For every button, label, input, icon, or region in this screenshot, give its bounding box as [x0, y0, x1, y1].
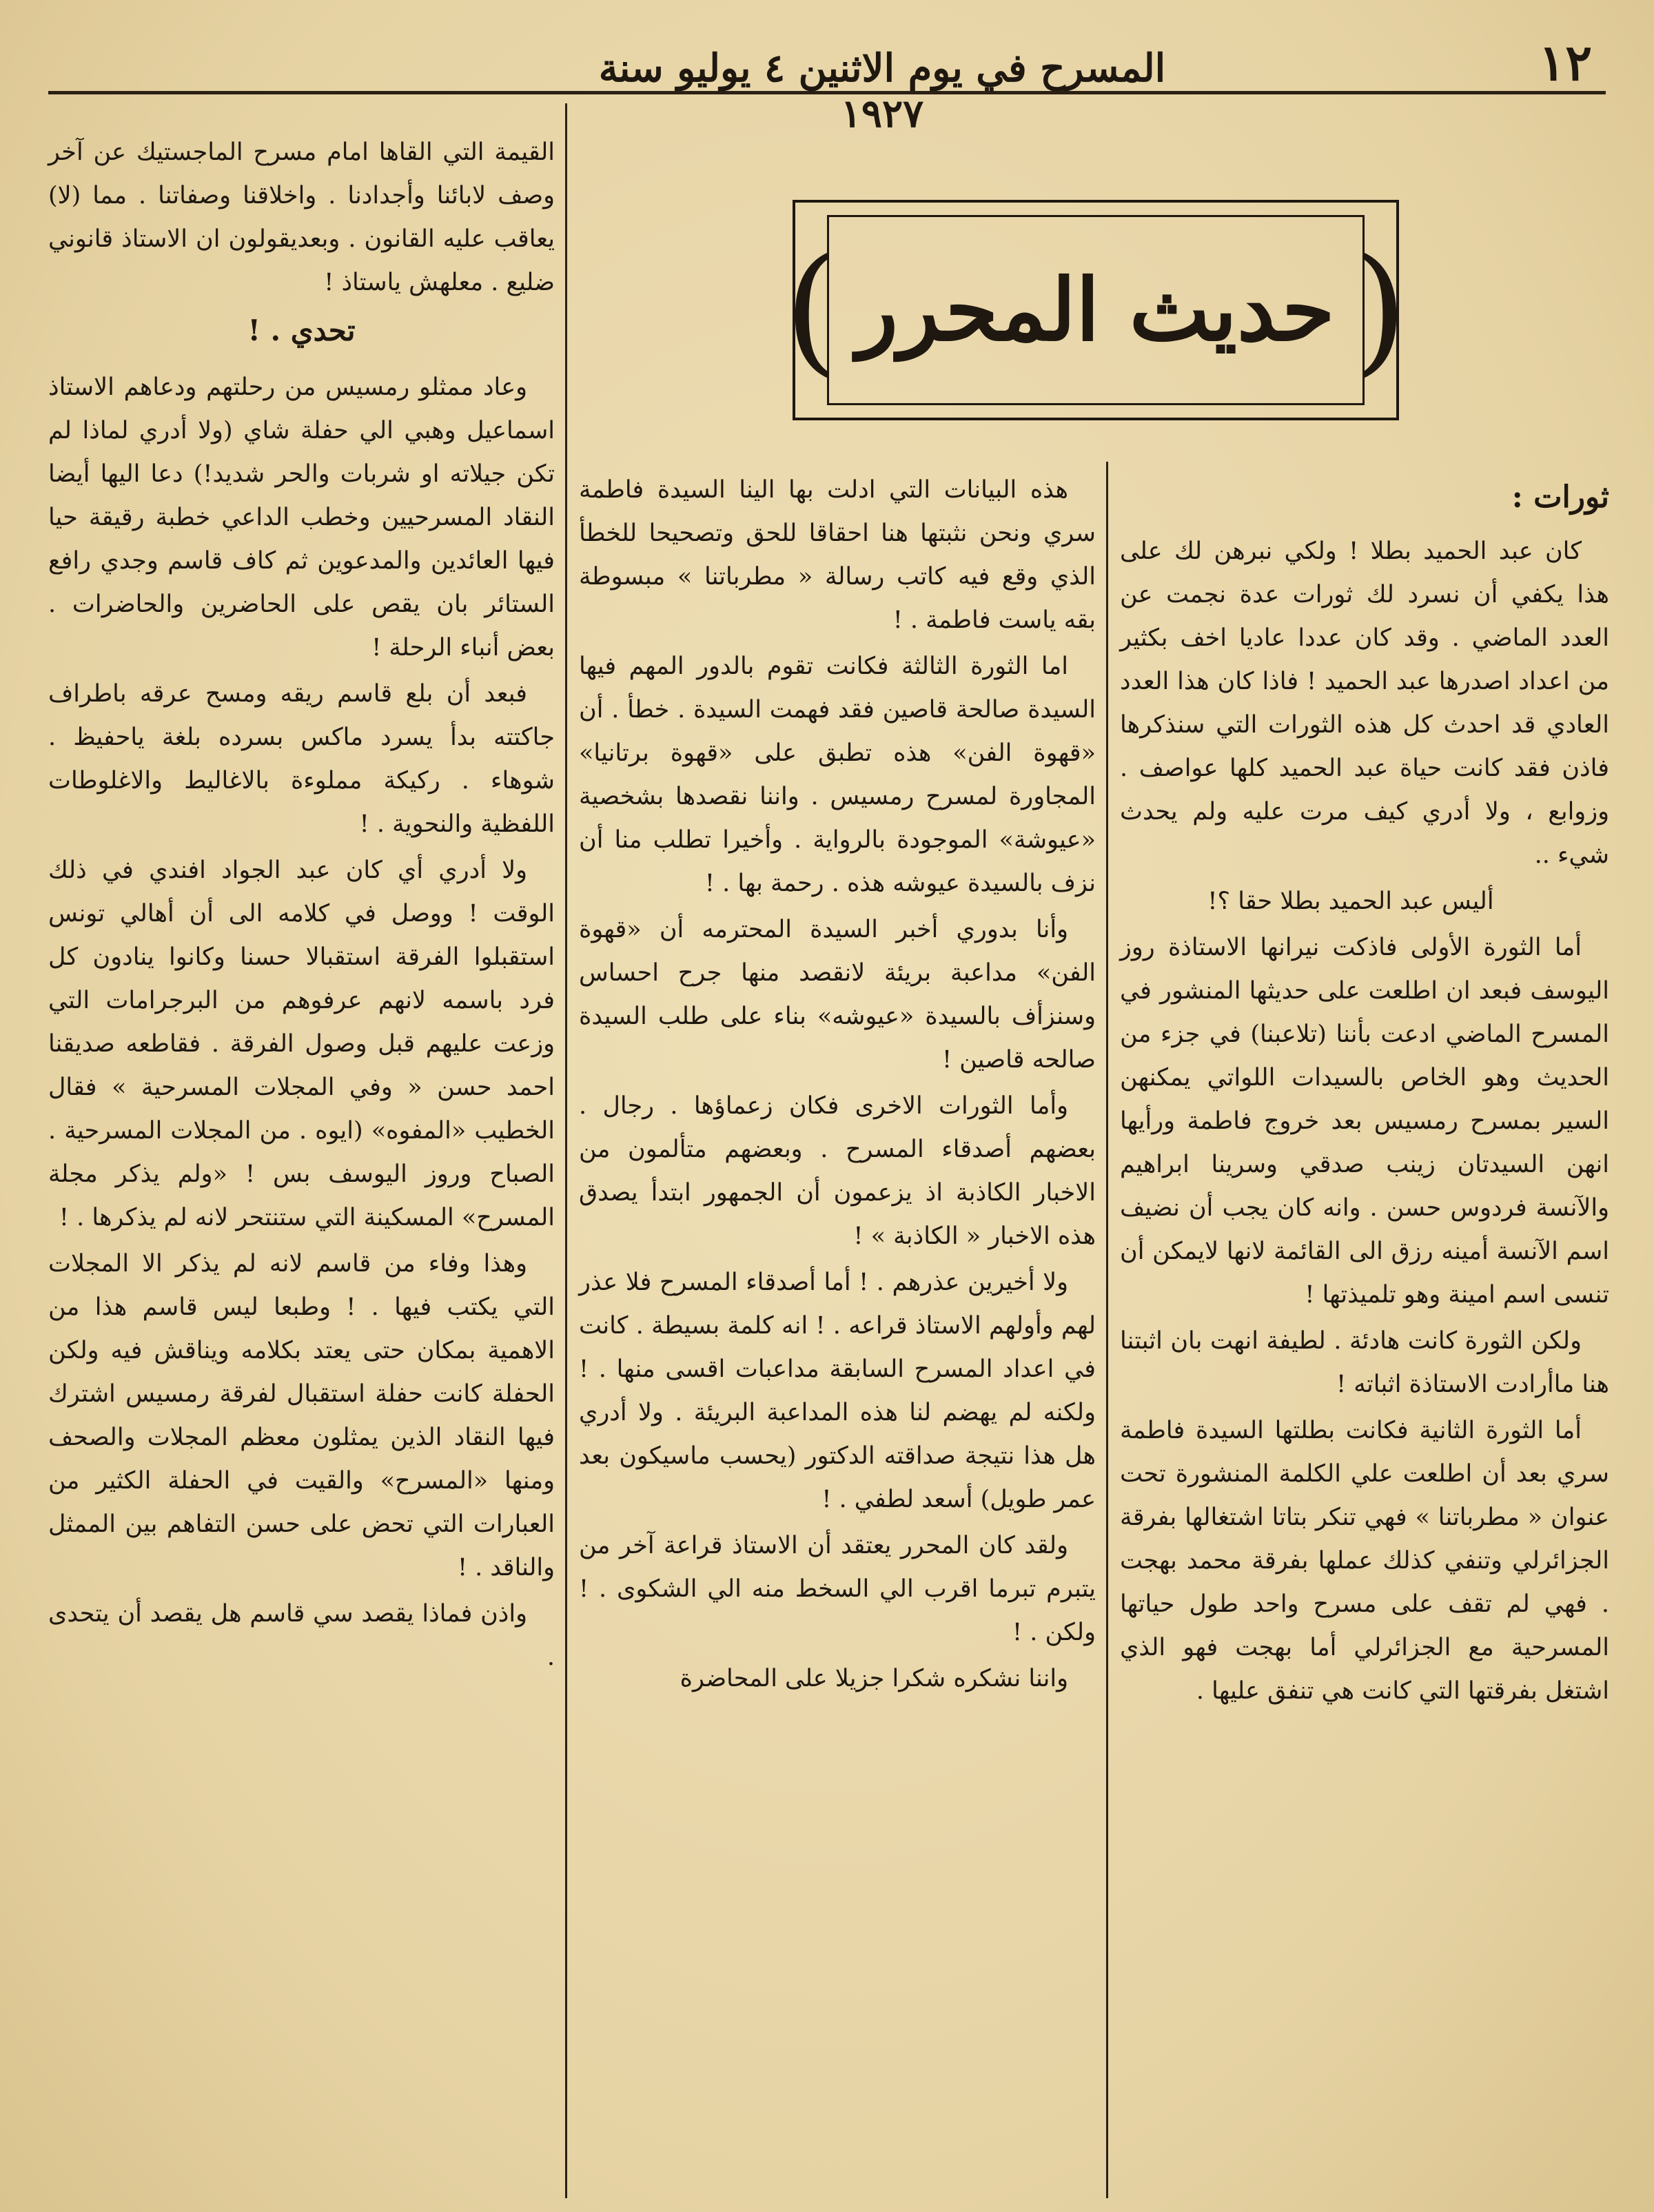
header-rule [48, 91, 1606, 94]
editor-title: حديث المحرر [857, 260, 1335, 360]
title-frame-inner [827, 215, 1365, 405]
article-paragraph: وهذا وفاء من قاسم لانه لم يذكر الا المجلات التي يكتب فيها . ! وطبعا ليس قاسم هذا من الاهمية بمكان حتى يعتد بكلامه ويناقش فيه ولكن الحفلة كانت حفلة استقبال لفرقة رمسيس اشترك فيها النقاد الذين يمثلون معظم المجلات والصحف ومنها «المسرح» والقيت في الحفلة الكثير من العبارات التي تحض على حسن التفاهم بين الممثل والناقد . ! [48, 1250, 555, 1581]
right-column [1120, 469, 1609, 1716]
article-paragraph: القيمة التي القاها امام مسرح الماجستيك عن آخر وصف لابائنا وأجدادنا . واخلاقنا وصفاتنا . مما (لا) يعاقب عليه القانون . وبعديقولون ان الاستاذ قانوني ضليع . معلهش ياستاذ ! [48, 139, 555, 296]
article-paragraph: ولقد كان المحرر يعتقد أن الاستاذ قراعة آخر من يتبرم تبرما اقرب الي السخط منه الي الشكوى . ! ولكن . ! [579, 1532, 1096, 1646]
article-paragraph: أما الثورة الأولى فاذكت نيرانها الاستاذة روز اليوسف فبعد ان اطلعت على حديثها المنشور في المسرح الماضي ادعت بأننا (تلاعبنا) في جزء من الحديث وهو الخاص بالسيدات اللواتي يمكنهن السير بمسرح رمسيس بعد خروج فاطمة ورأيها انهن السيدتان زينب صدقي وسرينا ابراهيم والآنسة فردوس حسن . وانه كان يجب أن نضيف اسم الآنسة أمينه رزق الى القائمة لانها لايمكن أن تنسى اسم امينة وهو تلميذتها ! [1120, 934, 1609, 1309]
article-paragraph: ولكن الثورة كانت هادئة . لطيفة انهت بان اثبتنا هنا ماأرادت الاستاذة اثباته ! [1120, 1327, 1609, 1398]
middle-column [579, 469, 1096, 1703]
title-bracket-left: ( [784, 229, 839, 390]
left-column [48, 131, 555, 1682]
editor-title-box [784, 200, 1407, 420]
title-bracket-right: ) [1353, 229, 1407, 390]
article-paragraph: أليس عبد الحميد بطلا حقا ؟! [1207, 888, 1494, 915]
column-divider-right [1106, 462, 1108, 2198]
article-paragraph: اما الثورة الثالثة فكانت تقوم بالدور المهم فيها السيدة صالحة قاصين فقد فهمت السيدة . خطأ . أن «قهوة الفن» هذه تطبق على «قهوة برتانيا» المجاورة لمسرح رمسيس . واننا نقصدها بشخصية «عيوشة» الموجودة بالرواية . وأخيرا تطلب منا أن نزف بالسيدة عيوشه هذه . رحمة بها . ! [579, 653, 1096, 897]
section-title-revolutions: ثورات : [1511, 480, 1609, 515]
article-paragraph: وأما الثورات الاخرى فكان زعماؤها . رجال . بعضهم أصدقاء المسرح . وبعضهم متألمون من الاخبار الكاذبة اذ يزعمون أن الجمهور ابتدأ يصدق هذه الاخبار « الكاذبة » ! [579, 1092, 1096, 1250]
article-paragraph: واننا نشكره شكرا جزيلا على المحاضرة [680, 1665, 1068, 1692]
page-number: ١٢ [1538, 33, 1592, 92]
article-paragraph: ولا أدري أي كان عبد الجواد افندي في ذلك الوقت ! ووصل في كلامه الى أن أهالي تونس استقبلوا الفرقة استقبالا حسنا وكانوا ينادون كل فرد باسمه لانهم عرفوهم من البرجرامات التي وزعت عليهم قبل وصول الفرقة . فقاطعه صديقنا احمد حسن « وفي المجلات المسرحية » فقال الخطيب «المفوه» (ايوه . من المجلات المسرحية . الصباح وروز اليوسف بس ! «ولم يذكر مجلة المسرح» المسكينة التي ستنتحر لانه لم يذكرها . ! [48, 857, 555, 1231]
running-title: المسرح في يوم الاثنين ٤ يوليو سنة ١٩٢٧ [598, 45, 1166, 136]
article-paragraph: أما الثورة الثانية فكانت بطلتها السيدة فاطمة سري بعد أن اطلعت علي الكلمة المنشورة تحت عنوان « مطرباتنا » فهي تنكر بتاتا اشتغالها بفرقة الجزائرلي وتنفي كذلك عملها بفرقة محمد بهجت . فهي لم تقف على مسرح واحد طول حياتها المسرحية مع الجزائرلي أما بهجت فهو الذي اشتغل بفرقتها التي كانت هي تنفق عليها . [1120, 1417, 1609, 1705]
section-title-challenge: تحدي . ! [247, 314, 356, 347]
article-paragraph: وعاد ممثلو رمسيس من رحلتهم ودعاهم الاستاذ اسماعيل وهبي الي حفلة شاي (ولا أدري لماذا لم تكن جيلاته او شربات والحر شديد!) دعا اليها أيضا النقاد المسرحيين وخطب الداعي خطبة رقيقة حيا فيها العائدين والمدعوين ثم كاف قاسم وجدي رافع الستائر بان يقص على الحاضرين والحاضرات . بعض أنباء الرحلة ! [48, 373, 555, 662]
article-paragraph: هذه البيانات التي ادلت بها الينا السيدة فاطمة سري ونحن نثبتها هنا احقاقا للحق وتصحيحا للخطأ الذي وقع فيه كاتب رسالة « مطرباتنا » مبسوطة بقه ياست فاطمة . ! [579, 476, 1096, 634]
article-paragraph: ولا أخيرين عذرهم . ! أما أصدقاء المسرح فلا عذر لهم وأولهم الاستاذ قراعه . ! انه كلمة بسيطة . كانت في اعداد المسرح السابقة مداعبات اقسى منها . ! ولكنه لم يهضم لنا هذه المداعبة البريئة . ولا أدري هل هذا نتيجة صداقته الدكتور (يحسب ماسيكون بعد عمر طويل) أسعد لطفي . ! [579, 1269, 1096, 1513]
article-paragraph: فبعد أن بلع قاسم ريقه ومسح عرقه باطراف جاكتته بدأ يسرد ماكس بسرده بلغة ياحفيظ . شوهاء . ركيكة مملوءة بالاغاليط والاغلوطات اللفظية والنحوية . ! [48, 680, 555, 838]
column-divider-left [565, 103, 567, 2198]
article-paragraph: كان عبد الحميد بطلا ! ولكي نبرهن لك على هذا يكفي أن نسرد لك ثورات عدة نجمت عن العدد الماضي . وقد كان عددا عاديا اخف بكثير من اعداد اصدرها عبد الحميد ! فاذا كان هذا العدد العادي قد احدث كل هذه الثورات التي سنذكرها فاذن فقد كانت حياة عبد الحميد كلها عواصف . وزوابع ، ولا أدري كيف مرت عليه ولم يحدث شيء .. [1120, 537, 1609, 869]
article-paragraph: واذن فماذا يقصد سي قاسم هل يقصد أن يتحدى . [48, 1600, 555, 1671]
article-paragraph: وأنا بدوري أخبر السيدة المحترمه أن «قهوة الفن» مداعبة بريئة لانقصد منها جرح احساس وسنزأف بالسيدة «عيوشه» بناء على طلب السيدة صالحه قاصين ! [579, 916, 1096, 1074]
